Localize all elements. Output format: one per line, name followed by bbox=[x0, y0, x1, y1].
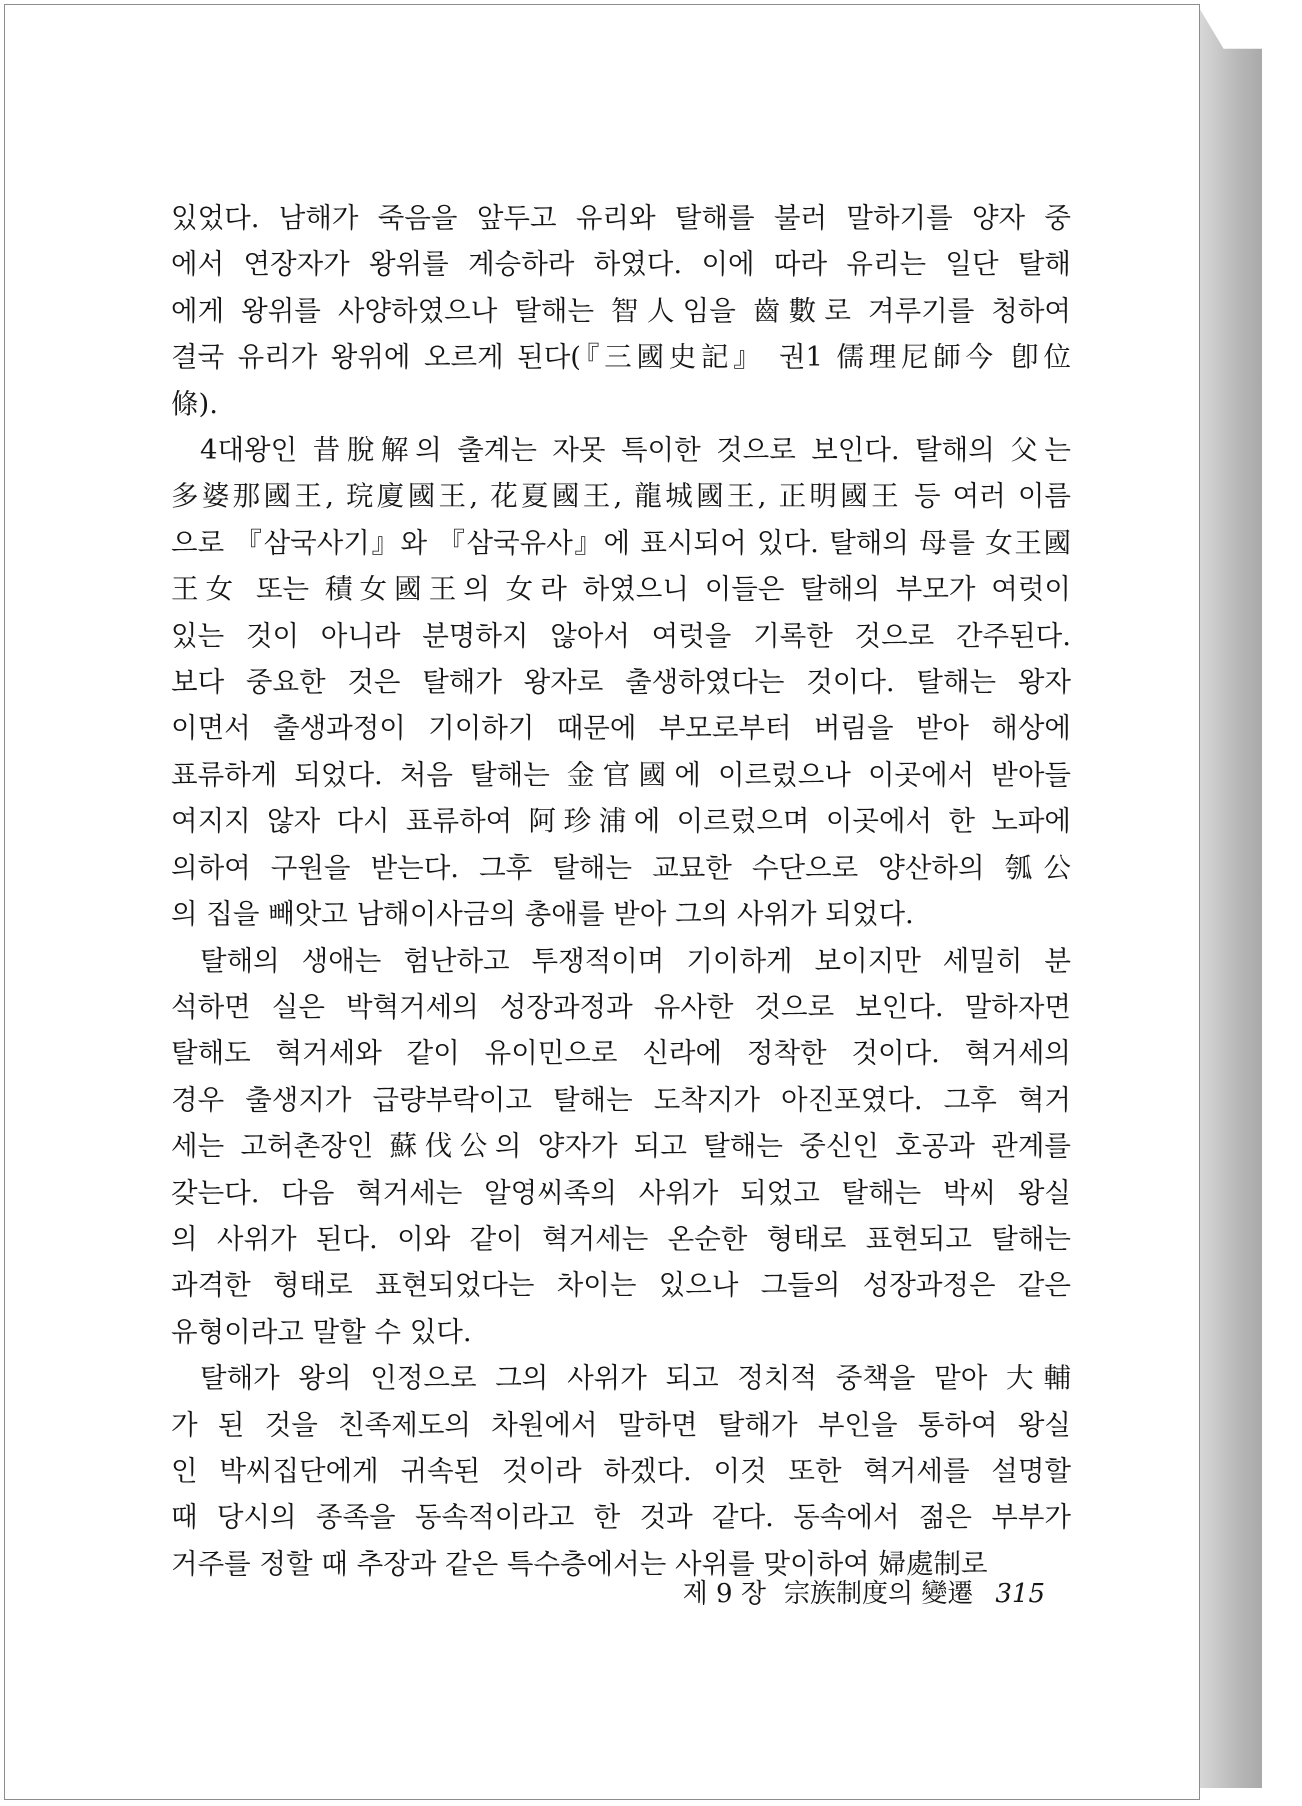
text-line: 王女 또는 積女國王의 女라 하였으니 이들은 탈해의 부모가 여럿이 bbox=[171, 573, 1071, 606]
text-line: 의 사위가 된다. 이와 같이 혁거세는 온순한 형태로 표현되고 탈해는 bbox=[171, 1222, 1071, 1255]
text-line: 탈해도 혁거세와 같이 유이민으로 신라에 정착한 것이다. 혁거세의 bbox=[171, 1037, 1071, 1070]
page-edge-right bbox=[1198, 6, 1262, 1788]
text-line: 여지지 않자 다시 표류하여 阿珍浦에 이르렀으며 이곳에서 한 노파에 bbox=[171, 805, 1071, 838]
text-line: 갖는다. 다음 혁거세는 알영씨족의 사위가 되었고 탈해는 박씨 왕실 bbox=[171, 1176, 1071, 1209]
text-line: 多婆那國王, 琓廈國王, 花夏國王, 龍城國王, 正明國王 등 여러 이름 bbox=[171, 480, 1071, 513]
text-line: 탈해가 왕의 인정으로 그의 사위가 되고 정치적 중책을 맡아 大輔 bbox=[200, 1362, 1071, 1395]
footer-title: 宗族制度의 變遷 bbox=[783, 1579, 974, 1609]
text-line: 유형이라고 말할 수 있다. bbox=[171, 1315, 472, 1348]
text-line: 경우 출생지가 급량부락이고 탈해는 도착지가 아진포였다. 그후 혁거 bbox=[171, 1083, 1071, 1116]
text-line: 있는 것이 아니라 분명하지 않아서 여럿을 기록한 것으로 간주된다. bbox=[171, 619, 1071, 652]
text-line: 보다 중요한 것은 탈해가 왕자로 출생하였다는 것이다. 탈해는 왕자 bbox=[171, 666, 1071, 699]
text-line: 4대왕인 昔脫解의 출계는 자못 특이한 것으로 보인다. 탈해의 父는 bbox=[200, 434, 1071, 467]
text-line: 탈해의 생애는 험난하고 투쟁적이며 기이하게 보이지만 세밀히 분 bbox=[200, 944, 1071, 977]
text-line: 때 당시의 종족을 동속적이라고 한 것과 같다. 동속에서 젊은 부부가 bbox=[171, 1501, 1071, 1534]
text-line: 결국 유리가 왕위에 오르게 된다(『三國史記』 권1 儒理尼師今 卽位 bbox=[171, 341, 1071, 374]
text-line: 세는 고허촌장인 蘇伐公의 양자가 되고 탈해는 중신인 호공과 관계를 bbox=[171, 1130, 1071, 1163]
text-line: 거주를 정할 때 추장과 같은 특수층에서는 사위를 맞이하여 婦處制로 bbox=[171, 1547, 988, 1580]
text-line: 인 박씨집단에게 귀속된 것이라 하겠다. 이것 또한 혁거세를 설명할 bbox=[171, 1454, 1071, 1487]
text-line: 에서 연장자가 왕위를 계승하라 하였다. 이에 따라 유리는 일단 탈해 bbox=[171, 248, 1071, 281]
body-text bbox=[171, 195, 1071, 1587]
text-line: 과격한 형태로 표현되었다는 차이는 있으나 그들의 성장과정은 같은 bbox=[171, 1269, 1071, 1302]
text-line: 에게 왕위를 사양하였으나 탈해는 智人임을 齒數로 겨루기를 청하여 bbox=[171, 294, 1071, 327]
text-line: 가 된 것을 친족제도의 차원에서 말하면 탈해가 부인을 통하여 왕실 bbox=[171, 1408, 1071, 1441]
page-number: 315 bbox=[995, 1579, 1045, 1609]
text-line: 있었다. 남해가 죽음을 앞두고 유리와 탈해를 불러 말하기를 양자 중 bbox=[171, 202, 1071, 234]
text-line: 의하여 구원을 받는다. 그후 탈해는 교묘한 수단으로 양산하의 瓠公 bbox=[171, 851, 1071, 884]
book-page bbox=[4, 4, 1200, 1800]
text-line: 표류하게 되었다. 처음 탈해는 金官國에 이르렀으나 이곳에서 받아들 bbox=[171, 758, 1071, 791]
text-line: 條). bbox=[171, 387, 218, 420]
text-line: 이면서 출생과정이 기이하기 때문에 부모로부터 버림을 받아 해상에 bbox=[171, 712, 1071, 745]
running-footer bbox=[605, 1573, 1045, 1610]
footer-chapter: 제 9 장 bbox=[682, 1579, 766, 1609]
text-line: 의 집을 빼앗고 남해이사금의 총애를 받아 그의 사위가 되었다. bbox=[171, 898, 914, 931]
text-line: 으로 『삼국사기』와 『삼국유사』에 표시되어 있다. 탈해의 母를 女王國 bbox=[171, 526, 1071, 559]
text-line: 석하면 실은 박혁거세의 성장과정과 유사한 것으로 보인다. 말하자면 bbox=[171, 990, 1071, 1023]
